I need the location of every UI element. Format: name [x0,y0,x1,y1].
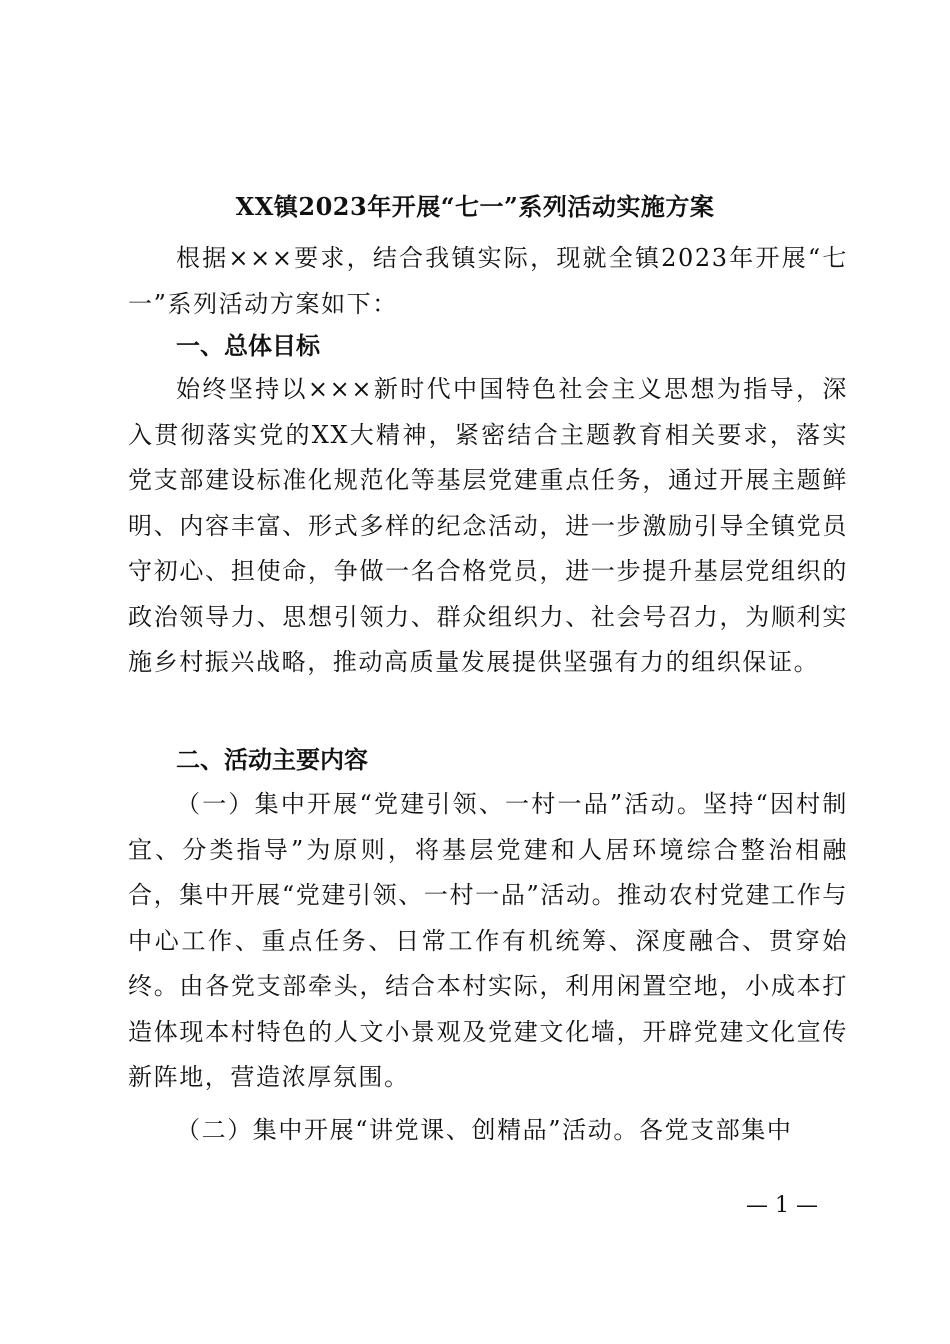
section-heading-overall-goal: 一、总体目标 [176,332,320,360]
intro-paragraph: 根据×××要求，结合我镇实际，现就全镇2023年开展“七一”系列活动方案如下： [128,244,848,318]
page-number: — 1 — [746,1193,818,1218]
document-title: XX镇2023年开展“七一”系列活动实施方案 [235,192,715,221]
activity-item-1-paragraph: （一）集中开展“党建引领、一村一品”活动。坚持“因村制宜、分类指导”为原则，将基层党建和人居环境综合整治相融合，集中开展“党建引领、一村一品”活动。推动农村党建工作与中心工作、重点任务、日常工作有机统筹、深度融合、贯穿始终。由各党支部牵头，结合本村实际，利用闲置空地，小成本打造体现本村特色的人文小景观及党建文化墙，开辟党建文化宣传新阵地，营造浓厚氛围。 [128,790,848,1091]
overall-goal-paragraph: 始终坚持以×××新时代中国特色社会主义思想为指导，深入贯彻落实党的XX大精神，紧密结合主题教育相关要求，落实党支部建设标准化规范化等基层党建重点任务，通过开展主题鲜明、内容丰富、形式多样的纪念活动，进一步激励引导全镇党员守初心、担使命，争做一名合格党员，进一步提升基层党组织的政治领导力、思想引领力、群众组织力、社会号召力，为顺利实施乡村振兴战略，推动高质量发展提供坚强有力的组织保证。 [128,375,848,676]
section-heading-main-content: 二、活动主要内容 [176,746,368,774]
activity-item-2-paragraph: （二）集中开展“讲党课、创精品”活动。各党支部集中 [176,1116,793,1144]
